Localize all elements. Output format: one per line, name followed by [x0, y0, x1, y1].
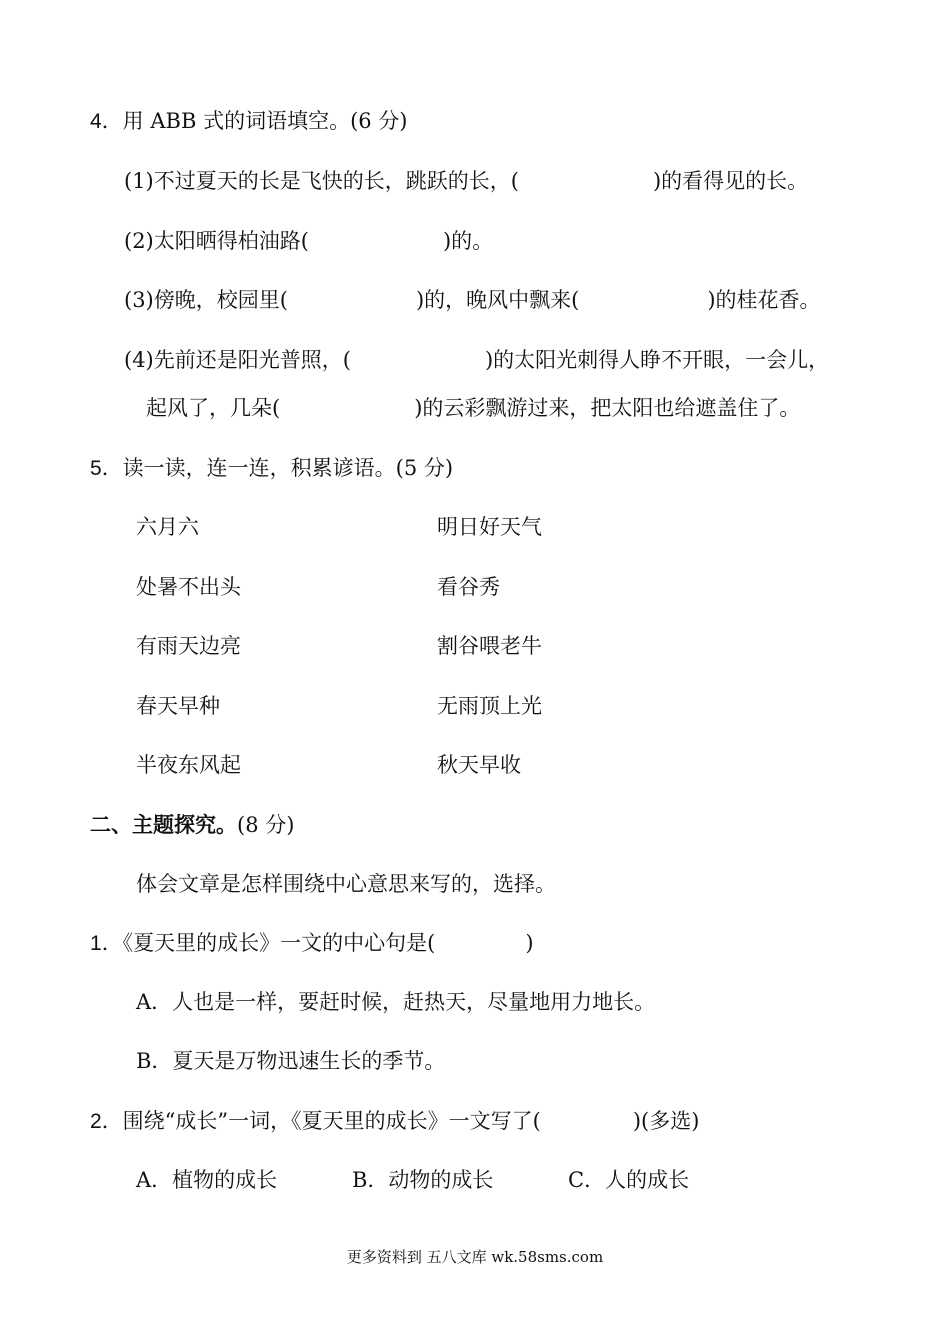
section2-score: (8 分): [237, 813, 295, 837]
sq2-option-c[interactable]: C．人的成长: [568, 1168, 690, 1192]
q4-item4-line2: [146, 393, 800, 423]
section2-heading: [90, 810, 294, 840]
q4-item1-before: (1)不过夏天的长是飞快的长，跳跃的长，(: [124, 169, 519, 193]
q4-title: [90, 106, 408, 137]
sq1-number: 1: [90, 932, 102, 955]
q5-right-5[interactable]: 秋天早收: [437, 753, 521, 777]
q4-item3-after: )的桂花香。: [707, 288, 821, 312]
q4-item1: [124, 166, 808, 196]
q4-number: 4: [90, 110, 102, 133]
q5-right-3[interactable]: 割谷喂老牛: [437, 634, 542, 658]
sq2-option-a[interactable]: A．植物的成长: [136, 1168, 278, 1192]
q5-title-text: ．读一读，连一连，积累谚语。(5 分): [101, 456, 454, 480]
q4-item3: [124, 285, 821, 315]
q4-item4-before: (4)先前还是阳光普照，(: [124, 348, 351, 372]
q5-right-2[interactable]: 看谷秀: [437, 575, 500, 599]
q4-item4-line2-after: )的云彩飘游过来，把太阳也给遮盖住了。: [414, 396, 801, 420]
q4-item2: [124, 226, 493, 256]
q4-item4-after: )的太阳光刺得人睁不开眼，一会儿，: [484, 348, 830, 372]
sq1-question-text: ．《夏天里的成长》一文的中心句是(: [101, 931, 436, 955]
q4-item3-before: (3)傍晚，校园里(: [124, 288, 288, 312]
sq2-number: 2: [90, 1110, 102, 1133]
footer-text: 更多资料到 五八文库 wk.58sms.com: [346, 1248, 604, 1266]
q5-left-5[interactable]: 半夜东风起: [136, 753, 241, 777]
q5-left-2[interactable]: 处暑不出头: [136, 575, 241, 599]
section2-title: 二、主题探究。: [90, 813, 237, 837]
q4-item4-line1: [124, 345, 829, 375]
q4-item2-before: (2)太阳晒得柏油路(: [124, 229, 309, 253]
q5-title: [90, 453, 453, 484]
q5-number: 5: [90, 457, 102, 480]
sq1-question: [90, 928, 534, 959]
sq1-close: ): [525, 931, 534, 955]
q5-left-1[interactable]: 六月六: [136, 515, 199, 539]
sq1-option-a[interactable]: A．人也是一样，要赶时候，赶热天，尽量地用力地长。: [136, 990, 656, 1014]
q4-item1-after: )的看得见的长。: [652, 169, 809, 193]
section2-intro: 体会文章是怎样围绕中心意思来写的，选择。: [136, 872, 556, 896]
sq2-option-b[interactable]: B．动物的成长: [352, 1168, 494, 1192]
q5-left-4[interactable]: 春天早种: [136, 694, 220, 718]
q4-title-text: ．用 ABB 式的词语填空。(6 分): [101, 109, 408, 133]
q5-right-1[interactable]: 明日好天气: [437, 515, 542, 539]
q5-right-4[interactable]: 无雨顶上光: [437, 694, 542, 718]
q4-item2-after: )的。: [442, 229, 494, 253]
sq1-option-b[interactable]: B．夏天是万物迅速生长的季节。: [136, 1049, 446, 1073]
q4-item4-line2-before: 起风了，几朵(: [146, 396, 281, 420]
q5-left-3[interactable]: 有雨天边亮: [136, 634, 241, 658]
sq2-question-text: ．围绕“成长”一词，《夏天里的成长》一文写了(: [101, 1109, 541, 1133]
sq2-question: [90, 1106, 699, 1137]
sq2-close: )(多选): [632, 1109, 700, 1133]
q4-item3-middle: )的，晚风中飘来(: [415, 288, 580, 312]
